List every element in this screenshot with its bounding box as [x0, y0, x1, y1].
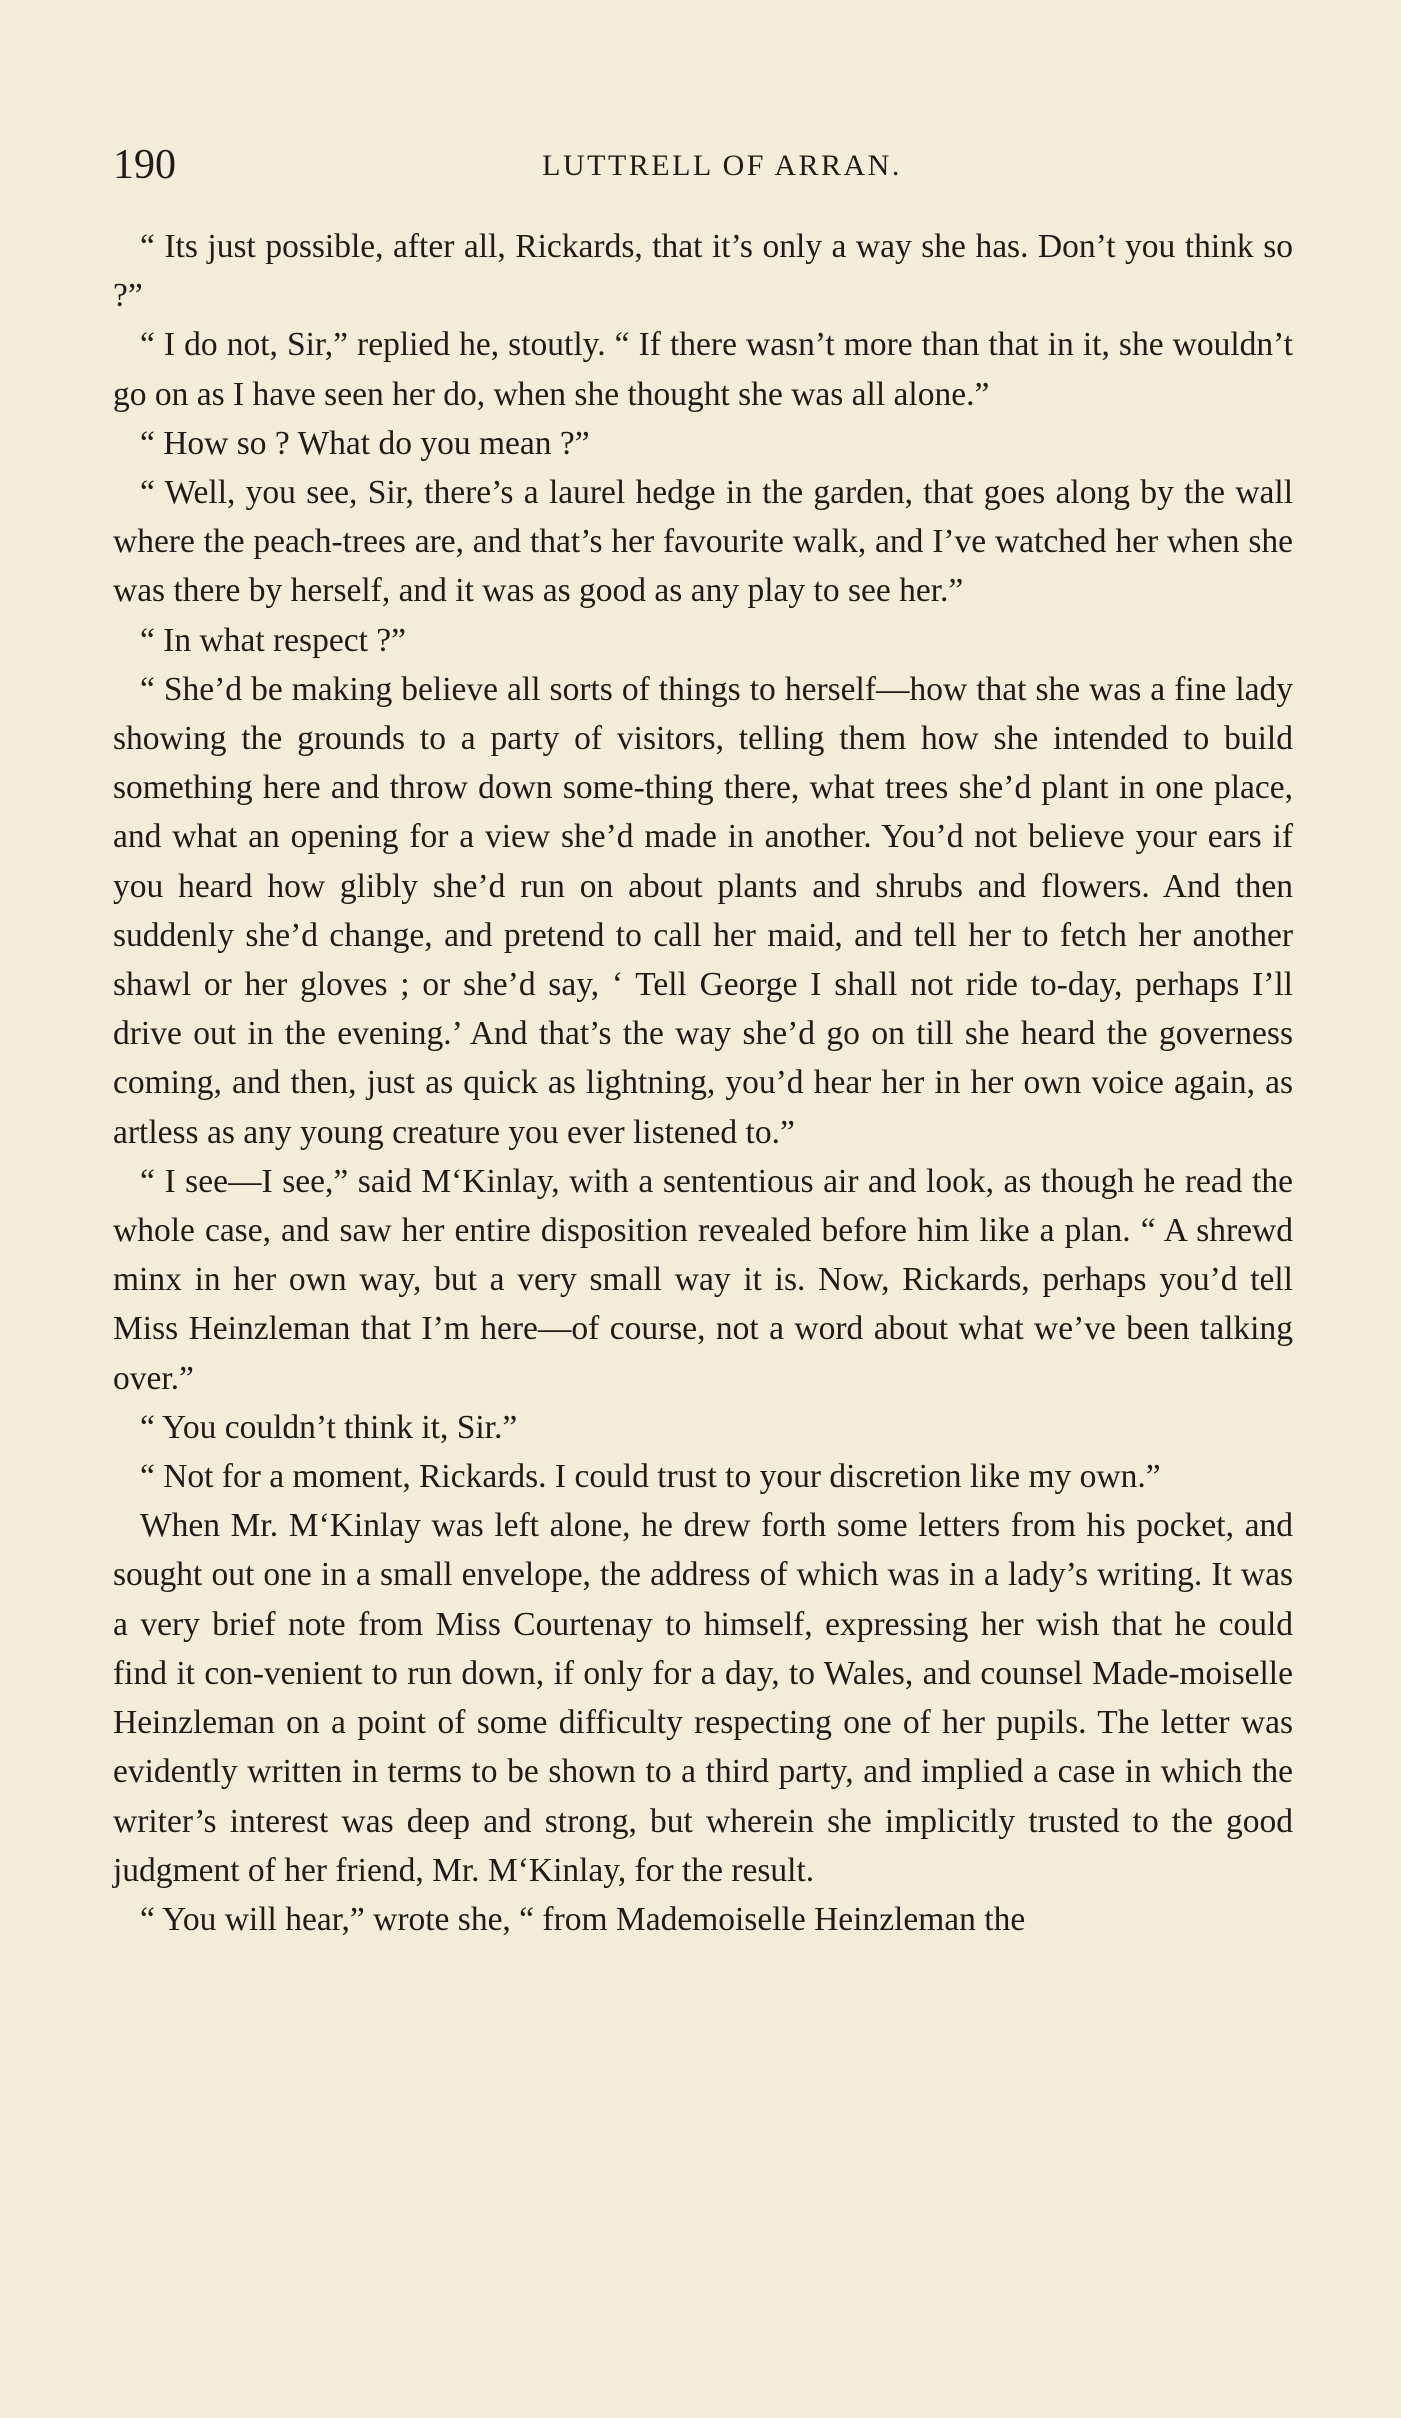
running-title: LUTTRELL OF ARRAN.	[542, 149, 902, 182]
paragraph: “ Well, you see, Sir, there’s a laurel hedge in the garden, that goes along by the wall where the peach-trees are, and that’s her favourite walk, and I’ve watched her when she was there by herself, and it was as good as any play to see her.”	[113, 474, 1293, 610]
paragraph: “ Its just possible, after all, Rickards, that it’s only a way she has. Don’t you think so ?”	[113, 228, 1293, 315]
paragraph: “ Not for a moment, Rickards. I could trust to your discretion like my own.”	[140, 1458, 1161, 1496]
page-number: 190	[113, 142, 176, 188]
paragraph: “ How so ? What do you mean ?”	[140, 424, 590, 462]
paragraph: “ She’d be making believe all sorts of things to herself—how that she was a fine lady showing the grounds to a party of visitors, telling them how she intended to build something here and throw down some-thing there, what trees she’d plant in one place, and what an opening for a view she’d made in another. You’d not believe your ears if you heard how glibly she’d run on about plants and shrubs and flowers. And then suddenly she’d change, and pretend to call her maid, and tell her to fetch her another shawl or her gloves ; or she’d say, ‘ Tell George I shall not ride to-day, perhaps I’ll drive out in the evening.’ And that’s the way she’d go on till she heard the governess coming, and then, just as quick as lightning, you’d hear her in her own voice again, as artless as any young creature you ever listened to.”	[113, 670, 1293, 1151]
paragraph: “ I see—I see,” said M‘Kinlay, with a sententious air and look, as though he read the whole case, and saw her entire disposition revealed before him like a plan. “ A shrewd minx in her own way, but a very small way it is. Now, Rickards, perhaps you’d tell Miss Heinzleman that I’m here—of course, not a word about what we’ve been talking over.”	[113, 1162, 1293, 1397]
running-head	[113, 138, 1291, 192]
paragraph: When Mr. M‘Kinlay was left alone, he drew forth some letters from his pocket, and sought out one in a small envelope, the address of which was in a lady’s writing. It was a very brief note from Miss Courtenay to himself, expressing her wish that he could find it con-venient to run down, if only for a day, to Wales, and counsel Made-moiselle Heinzleman on a point of some difficulty respecting one of her pupils. The letter was evidently written in terms to be shown to a third party, and implied a case in which the writer’s interest was deep and strong, but wherein she implicitly trusted to the good judgment of her friend, Mr. M‘Kinlay, for the result.	[113, 1507, 1293, 1889]
paragraph: “ You will hear,” wrote she, “ from Mademoiselle Heinzleman the	[140, 1900, 1026, 1938]
paragraph: “ In what respect ?”	[140, 621, 406, 659]
paragraph: “ You couldn’t think it, Sir.”	[140, 1408, 518, 1446]
body-text	[113, 222, 1293, 1944]
paragraph: “ I do not, Sir,” replied he, stoutly. “ If there wasn’t more than that in it, she wouldn’t go on as I have seen her do, when she thought she was all alone.”	[113, 326, 1293, 413]
